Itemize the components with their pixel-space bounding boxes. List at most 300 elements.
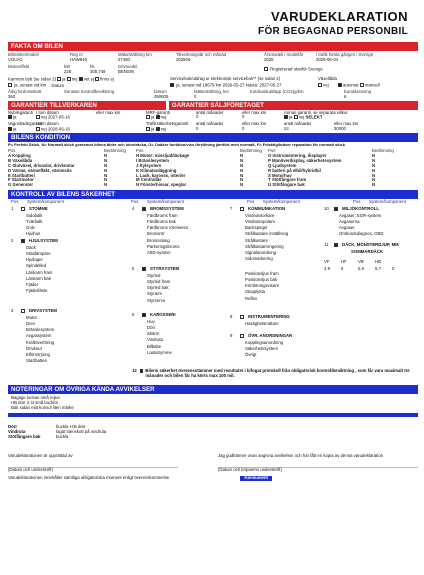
gearbox-manuell-label: manuell xyxy=(364,82,380,88)
condition-grade[interactable]: N xyxy=(240,162,244,168)
safety-section-title: KAROSSERI xyxy=(150,312,176,318)
safety-item: Avgaser xyxy=(339,225,355,231)
safety-item: Startbatteri xyxy=(26,358,48,364)
safety-section xyxy=(324,207,383,237)
safety-section xyxy=(11,207,48,237)
timing-belt-finnsej-checkbox[interactable] xyxy=(95,77,99,81)
safety-item: Sidobalk xyxy=(26,212,43,218)
safety-section-checkbox[interactable] xyxy=(142,207,146,211)
label-senast-km: ja, senast vid km xyxy=(14,82,47,88)
label-service-book-see: (se sidan 2) xyxy=(257,75,281,81)
mrf-ja-checkbox[interactable] xyxy=(146,115,150,119)
gearbox-automat-label: automat xyxy=(343,82,359,88)
seller-signature-sub: (Datum och underskrift) xyxy=(8,466,53,472)
safety-item: Huv xyxy=(147,318,155,324)
safety-item: Färdbroms fram xyxy=(147,212,178,218)
label-body-warranty: Vagnskadegaranti xyxy=(8,120,43,126)
defect-row xyxy=(8,435,418,440)
safety-section-header xyxy=(11,239,58,244)
condition-row xyxy=(8,183,418,188)
condition-grade[interactable]: N xyxy=(104,182,108,188)
tread-v-hf[interactable]: 5 xyxy=(341,266,344,272)
tread-values xyxy=(324,267,402,272)
section-header-condition: BILENS KONDITION xyxy=(8,133,418,142)
defects-list xyxy=(8,425,418,440)
cond-bed-header-3: Bedömning xyxy=(372,147,394,153)
condition-grade[interactable]: N xyxy=(372,182,376,188)
condition-item: Q Ljudsystem xyxy=(268,162,297,168)
condition-item: R batteri på elbil/hybridbil xyxy=(268,167,321,173)
section-header-seller-warranty: GARANTIER SÄLJFÖRETAGET xyxy=(169,101,418,110)
safety-section-title: BROMSSYSTEM xyxy=(150,206,184,212)
label-new-car-km: eller max km xyxy=(96,109,121,115)
safety-item: Skärm xyxy=(147,331,160,337)
label-other-warranty: Annan garanti, se separata villkor xyxy=(284,109,348,115)
safety-section-title: ÖVR. ANORDNINGAR xyxy=(248,333,293,339)
value-vehicle-tax[interactable]: 360 xyxy=(8,93,16,99)
cond-bed-header-1: Bedömning xyxy=(104,147,126,153)
condition-grade[interactable]: N xyxy=(240,167,244,173)
tread-v-vb[interactable]: 5.6 xyxy=(358,266,364,272)
label-kw: kW xyxy=(64,63,71,69)
safety-item: Styrled fram xyxy=(147,278,171,284)
value-mrf-months[interactable]: 0 xyxy=(196,114,199,120)
facts-row-2 xyxy=(8,65,418,75)
label-timing-belt-see: (se sidan 2) xyxy=(33,76,57,82)
value-traffic-months[interactable]: 0 xyxy=(196,125,199,131)
label-brand: Bilmärke/modell xyxy=(8,52,39,57)
safety-section-header xyxy=(230,315,290,320)
label-inspection-km: Mätarställning, km xyxy=(194,88,229,94)
condition-grade[interactable]: N xyxy=(240,152,244,158)
label-mrf-km: eller max km xyxy=(242,109,267,115)
condition-grade[interactable]: N xyxy=(104,177,108,183)
safety-section xyxy=(338,250,383,255)
condition-table xyxy=(8,154,418,189)
tread-headers xyxy=(324,260,402,265)
condition-grade[interactable]: N xyxy=(104,167,108,173)
service-book-checkbox[interactable] xyxy=(170,83,174,87)
safety-item: Hastighetsmätare xyxy=(245,320,279,326)
new-car-warranty-ja-checkbox[interactable] xyxy=(8,115,12,119)
safety-item: Tvärbalk xyxy=(26,218,43,224)
safety-section-header xyxy=(324,207,383,212)
label-registered-abroad: Registrerad utanför Sverige xyxy=(270,66,323,72)
safety-item: Elförsörjning xyxy=(26,351,50,357)
title-line-2: FÖR BEGAGNAD PERSONBIL xyxy=(258,25,408,37)
condition-grade[interactable]: N xyxy=(372,162,376,168)
label-co2: Koldioxidutsläpp (CO2)g/km xyxy=(250,88,304,94)
document-title xyxy=(8,0,418,42)
value-mileage[interactable]: 27450 xyxy=(118,56,130,62)
buyer-signature-label: Jag godkänner ovan angivna avvikelser och har fått en kopia av denna varudeklaration xyxy=(218,452,384,458)
safety-section-checkbox[interactable] xyxy=(240,334,244,338)
safety-item: Körriktningsvisare xyxy=(245,283,280,289)
label-service-book: Servicebok/utdrag ur elektronisk servicebok** xyxy=(170,75,257,81)
safety-section xyxy=(230,207,288,262)
safety-item: Stopplykta xyxy=(245,289,266,295)
condition-grade[interactable]: N xyxy=(104,157,108,163)
defect-label-2: Vindruta xyxy=(8,429,26,435)
safety-item: Bromsslang xyxy=(147,237,170,243)
safety-system-header-2: System/komponent xyxy=(147,199,184,205)
footer-text: Varudeklarationen innehåller samtliga obligatoriska moment enligt överenskommelse xyxy=(8,474,170,480)
timing-belt-km-checkbox[interactable] xyxy=(8,83,12,87)
new-car-ja-label: ja xyxy=(13,114,17,120)
safety-item: Kraftöverföring xyxy=(26,339,55,345)
safety-section xyxy=(324,243,399,248)
label-last-inspection: Senaste kontrollbesiktning xyxy=(64,88,115,94)
note-line-1[interactable]: Bagage luckan små repor xyxy=(11,395,60,401)
label-mileage: Mätarställning km xyxy=(118,52,152,57)
condition-grade[interactable]: N xyxy=(372,157,376,163)
defect-value-1[interactable]: buckla H:B dörr xyxy=(56,424,86,430)
label-mrf: MRF-garanti xyxy=(146,109,170,115)
safety-section xyxy=(11,309,57,364)
traffic-ja-label: ja xyxy=(151,126,155,132)
safety-item: Motor xyxy=(26,314,37,320)
safety-item: Ombordsdiagnos, OBD xyxy=(339,231,384,237)
title-line-1: VARUDEKLARATION xyxy=(270,9,408,24)
safety-pos-header-4: Pos xyxy=(353,199,361,205)
note-line-3[interactable]: Bak sidan mitt konsol liten märke xyxy=(11,405,74,411)
mrf-nej-checkbox[interactable] xyxy=(156,115,160,119)
registered-abroad-checkbox[interactable] xyxy=(264,67,268,71)
safety-item: Drev xyxy=(26,320,36,326)
tread-v-vf[interactable]: 4.9 xyxy=(324,266,330,272)
buyer-signature xyxy=(218,454,418,473)
pos12-number: 12 xyxy=(132,368,137,374)
value-body-date[interactable]: 2028-06-16 xyxy=(47,126,70,132)
value-first-registered[interactable]: 2025-06-04 xyxy=(316,56,338,62)
value-brand[interactable]: VOLVO xyxy=(8,56,23,62)
timing-belt-vetej-label: vet ej xyxy=(83,76,94,82)
cond-pos-header-3: Pos xyxy=(268,147,276,153)
service-nej-checkbox[interactable] xyxy=(318,83,322,87)
timing-belt-nej-checkbox[interactable] xyxy=(67,77,71,81)
label-manufactured: Tillverkningsår och månad xyxy=(176,52,226,57)
safety-section-header xyxy=(11,309,57,314)
safety-section xyxy=(132,207,189,256)
safety-section-title: DRIVSYSTEM xyxy=(29,308,57,314)
label-mrf-months: antal månader xyxy=(196,109,224,115)
condition-item: B Växellåda xyxy=(8,157,33,163)
body-ja-label: ja xyxy=(13,126,17,132)
safety-item: Strålkastarrengöring xyxy=(245,243,284,249)
safety-item: Färdbroms rörelseres. xyxy=(147,225,190,231)
safety-item: Backspegel xyxy=(245,225,268,231)
safety-section xyxy=(132,313,176,355)
safety-item: Säkerhetssystem xyxy=(245,345,278,351)
label-hk: hk xyxy=(90,63,95,69)
safety-item: Däck xyxy=(26,244,36,250)
safety-item: Styrled xyxy=(147,272,161,278)
safety-section-number: 2 xyxy=(11,238,14,244)
timing-belt-ja-checkbox[interactable] xyxy=(57,77,61,81)
condition-grade[interactable]: N xyxy=(240,157,244,163)
value-other-warranty[interactable]: SELEKT xyxy=(305,114,323,120)
section-header-notes: NOTERINGAR OM ÖVRIGA KÄNDA AVVIKELSER xyxy=(8,385,418,394)
cond-pos-header-2: Pos xyxy=(136,147,144,153)
label-timing-belt: Kamrem bytt xyxy=(8,76,33,82)
condition-grade[interactable]: N xyxy=(240,177,244,183)
safety-section-header xyxy=(324,243,399,248)
label-model-year: Årsmodell / modellår xyxy=(264,52,304,57)
label-vehicle-tax: Årlig fordonsskatt xyxy=(8,88,42,94)
cond-bed-header-2: Bedömning xyxy=(240,147,262,153)
new-car-warranty-nej-checkbox[interactable] xyxy=(36,115,40,119)
safety-item: Vindruta xyxy=(147,337,163,343)
safety-item: Bromsrör xyxy=(147,231,165,237)
safety-section-number xyxy=(338,250,348,255)
condition-grade[interactable]: N xyxy=(240,182,244,188)
condition-grade[interactable]: N xyxy=(372,152,376,158)
konsument-badge: Konsument xyxy=(240,476,272,481)
safety-section-number: 1 xyxy=(11,206,14,212)
safety-section-header xyxy=(132,313,176,318)
safety-section-checkbox[interactable] xyxy=(334,243,338,247)
value-manufactured[interactable]: 202506 xyxy=(176,56,191,62)
pos12-checkbox[interactable] xyxy=(140,369,144,373)
section-header-safety: KONTROLL AV BILENS SÄKERHET xyxy=(8,190,418,199)
safety-item: Styrservo xyxy=(147,297,166,303)
notes-divider xyxy=(8,413,418,417)
label-new-car-warranty: Nybilsgaranti xyxy=(8,109,33,115)
defect-value-2[interactable]: lagat stenskott på vindruta xyxy=(56,429,107,435)
safety-item: Bilbälte xyxy=(147,343,162,349)
gearbox-automat-checkbox[interactable] xyxy=(338,83,342,87)
label-gearbox: Växellåda xyxy=(318,75,337,81)
timing-belt-nej-label: nej xyxy=(71,76,78,82)
safety-item: Reflex xyxy=(245,295,258,301)
safety-section-checkbox[interactable] xyxy=(240,207,244,211)
safety-item: Stötdämpare xyxy=(26,250,51,256)
safety-pos-header-2: Pos xyxy=(131,199,139,205)
condition-item: I Bränslesystem xyxy=(136,157,169,163)
safety-system-header-4: System/komponent xyxy=(369,199,406,205)
other-nej-label: nej xyxy=(298,114,305,120)
value-mrf-km[interactable]: 0 xyxy=(242,114,245,120)
safety-section-header xyxy=(338,250,383,255)
condition-item: E Startbatteri xyxy=(8,172,35,178)
safety-col-headers xyxy=(11,200,406,205)
timing-belt-vetej-checkbox[interactable] xyxy=(79,77,83,81)
safety-item: Dörr xyxy=(147,324,156,330)
safety-section-number: 8 xyxy=(230,314,233,320)
safety-item: Positionsljus bak xyxy=(245,276,278,282)
safety-pos-header-3: Pos xyxy=(247,199,255,205)
body-warranty-nej-checkbox[interactable] xyxy=(36,127,40,131)
other-warranty-ja-checkbox[interactable] xyxy=(284,115,288,119)
safety-section-checkbox[interactable] xyxy=(21,309,25,313)
safety-item: Hjullager xyxy=(26,257,43,263)
defect-value-3[interactable]: buckla xyxy=(56,434,69,440)
condition-grade[interactable]: N xyxy=(372,172,376,178)
safety-item: Vindrutespolare xyxy=(245,218,276,224)
condition-legend: P= Perfekt Skick, N= Normalt skick gentemot bilens ålder och körsträcka, O= Osäker funktion/viss förslitning jämfört med normalt, F= Felaktig/kräver reparation för normalt skick xyxy=(8,142,346,148)
mrf-nej-label: nej xyxy=(160,114,167,120)
safety-section-checkbox[interactable] xyxy=(334,207,338,211)
label-other-km: eller max km xyxy=(334,120,359,126)
condition-grade[interactable]: N xyxy=(372,167,376,173)
tread-v-hb[interactable]: 5.7 xyxy=(375,266,381,272)
tread-depth-table xyxy=(324,260,402,272)
safety-section-title: HJULSYSTEM xyxy=(29,238,58,244)
safety-section-checkbox[interactable] xyxy=(142,313,146,317)
value-service-date: 2026-05-27 xyxy=(222,82,245,88)
condition-item: S Motorhuv xyxy=(268,172,292,178)
safety-item: Avgaser, EGR-system xyxy=(339,212,382,218)
signature-block xyxy=(8,454,418,473)
value-other-km[interactable]: 30000 xyxy=(334,125,346,131)
safety-section xyxy=(230,270,279,301)
safety-item: Fjäder xyxy=(26,281,39,287)
condition-item: N Fönsterhissar, speglar xyxy=(136,182,187,188)
facts-row-1 xyxy=(8,53,418,63)
condition-item: U Stötfångare bak xyxy=(268,182,305,188)
gearbox-manuell-checkbox[interactable] xyxy=(360,83,364,87)
warranty-headers xyxy=(8,101,418,110)
note-line-2[interactable]: HB dörr 2 st små bucklor xyxy=(11,400,59,406)
label-traffic-warranty: Trafiksäkerhetsgaranti xyxy=(146,120,189,126)
footer-row xyxy=(8,476,418,481)
safety-item: Avgassystem xyxy=(26,333,52,339)
safety-item: Styrarm xyxy=(147,291,163,297)
safety-item: Strålkastare xyxy=(245,237,268,243)
safety-section-number: 11 xyxy=(324,242,329,248)
safety-section-checkbox[interactable] xyxy=(240,315,244,319)
safety-section-number: 5 xyxy=(132,266,135,272)
safety-section xyxy=(230,334,292,358)
tread-h-hf: HF xyxy=(341,259,347,265)
label-other-months: antal månader xyxy=(284,120,312,126)
facts-row-4 xyxy=(8,83,418,88)
safety-section-checkbox[interactable] xyxy=(21,207,25,211)
value-fuel[interactable]: BENSIN xyxy=(118,68,134,74)
value-service-last: ja, senast vid 18679 km xyxy=(176,82,222,88)
value-euroclass[interactable]: 6 xyxy=(344,93,347,99)
mrf-ja-label: ja xyxy=(151,114,155,120)
safety-item: Kopplingsanordning xyxy=(245,339,283,345)
safety-item: Vindrutetorkare xyxy=(245,212,275,218)
safety-item: Signalanordning xyxy=(245,249,277,255)
safety-section-title: KOMMUNIKATION xyxy=(248,206,286,212)
safety-section-header xyxy=(230,334,292,339)
condition-grade[interactable]: N xyxy=(104,172,108,178)
condition-item: D Värme, värmefläkt, värmesits xyxy=(8,167,72,173)
value-hk[interactable]: 305.748 xyxy=(90,68,106,74)
label-new-car-tom: I tom datum xyxy=(36,109,59,115)
tread-v-extra[interactable]: 0 xyxy=(392,266,395,272)
seller-signature-label: Varudeklarationen är upprättad av xyxy=(8,452,73,458)
condition-item: M Centrallås xyxy=(136,177,162,183)
safety-section-number: 6 xyxy=(132,312,135,318)
buyer-signature-sub: (Datum och köparens underskrift) xyxy=(218,466,282,472)
body-nej-label: nej xyxy=(41,126,47,132)
value-model-year[interactable]: 2025 xyxy=(264,56,274,62)
traffic-ja-checkbox[interactable] xyxy=(146,127,150,131)
safety-item: Avgaserna xyxy=(339,218,360,224)
safety-section-title: DÄCK, MÖNSTERDJUP, MM xyxy=(342,242,399,248)
safety-section xyxy=(132,267,179,303)
facts-row-5 xyxy=(8,90,418,100)
value-kw[interactable]: 228 xyxy=(64,68,72,74)
value-inspection-date[interactable]: 250605 xyxy=(154,93,169,99)
condition-item: C Slutväxel, drivaxlar, drivknutar xyxy=(8,162,75,168)
condition-item: O Instrumentering, displayer xyxy=(268,152,327,158)
safety-section-number: 9 xyxy=(230,333,233,339)
safety-section-number: 10 xyxy=(324,206,329,212)
safety-section-title: STOMME xyxy=(29,206,48,212)
timing-belt-ja-label: ja xyxy=(62,76,66,82)
traffic-nej-checkbox[interactable] xyxy=(156,127,160,131)
tread-h-vb: VB xyxy=(358,259,364,265)
condition-item: A Koppling xyxy=(8,152,31,158)
condition-grade[interactable]: N xyxy=(104,152,108,158)
service-nej-label: nej xyxy=(323,82,329,88)
safety-item: Fjäderfäste xyxy=(26,288,48,294)
section-header-facts: FAKTA OM BILEN xyxy=(8,42,418,51)
condition-grade[interactable]: N xyxy=(104,162,108,168)
safety-item: Spindelled xyxy=(26,263,47,269)
label-first-registered: I trafik första gången i Sverige xyxy=(316,52,374,57)
new-car-nej-label: nej xyxy=(41,114,47,120)
pos12-text: Bilens säkerhet överensstämmer med resultatet i bifogat protokoll från obligatorisk kontrollbesiktning , som får vara maximalt tre månader och bilen får ha körts max 100 mil. xyxy=(145,368,410,379)
tread-h-hb: HB xyxy=(375,259,381,265)
label-traffic-km: eller max km xyxy=(242,120,267,126)
condition-item: P Manöverdisplay, säkerhetssystem xyxy=(268,157,342,163)
safety-item: Bränslesystem xyxy=(26,327,55,333)
safety-section-title: STYRSYSTEM xyxy=(150,266,180,272)
safety-section-number: 3 xyxy=(11,308,14,314)
safety-item: Parkeringsbroms xyxy=(147,243,180,249)
body-warranty-ja-checkbox[interactable] xyxy=(8,127,12,131)
value-traffic-km[interactable]: 0 xyxy=(242,125,245,131)
warranty-row-1 xyxy=(8,111,418,121)
other-ja-label: ja xyxy=(289,114,293,120)
safety-section-checkbox[interactable] xyxy=(142,267,146,271)
timing-belt-finnsej-label: finns ej xyxy=(100,76,114,82)
safety-system-header-3: System/komponent xyxy=(263,199,300,205)
warranty-row-2 xyxy=(8,122,418,132)
safety-section-title: INSTRUMENTERING xyxy=(248,314,290,320)
safety-item: Positionsljus fram xyxy=(245,270,279,276)
condition-item: G Generator xyxy=(8,182,34,188)
notes-block xyxy=(8,394,418,413)
condition-item: K Klimatanläggning xyxy=(136,167,177,173)
safety-section-header xyxy=(11,207,48,212)
value-other-months[interactable]: 24 xyxy=(284,125,289,131)
label-euroclass: Euroklassning xyxy=(344,88,371,94)
defect-label-3: Stötfångare bak xyxy=(8,434,41,440)
other-warranty-nej-checkbox[interactable] xyxy=(294,115,298,119)
safety-grid xyxy=(8,199,418,385)
condition-item: H Motor: missljud/läckage xyxy=(136,152,190,158)
safety-system-header-1: System/komponent xyxy=(27,199,64,205)
label-fuel: Drivmedel xyxy=(118,63,138,69)
safety-item: Länkarm bak xyxy=(26,275,51,281)
condition-grade[interactable]: N xyxy=(372,177,376,183)
condition-grade[interactable]: N xyxy=(240,172,244,178)
condition-item: F Startmotor xyxy=(8,177,34,183)
safety-section-checkbox[interactable] xyxy=(21,239,25,243)
value-new-car-date[interactable]: 2027-06-16 xyxy=(47,114,70,120)
safety-section-header xyxy=(132,207,189,212)
safety-item: Golv xyxy=(26,225,35,231)
traffic-nej-label: nej xyxy=(160,126,167,132)
value-regnr[interactable]: HAW840 xyxy=(70,56,88,62)
value-inspection-km[interactable]: 0 xyxy=(194,93,197,99)
